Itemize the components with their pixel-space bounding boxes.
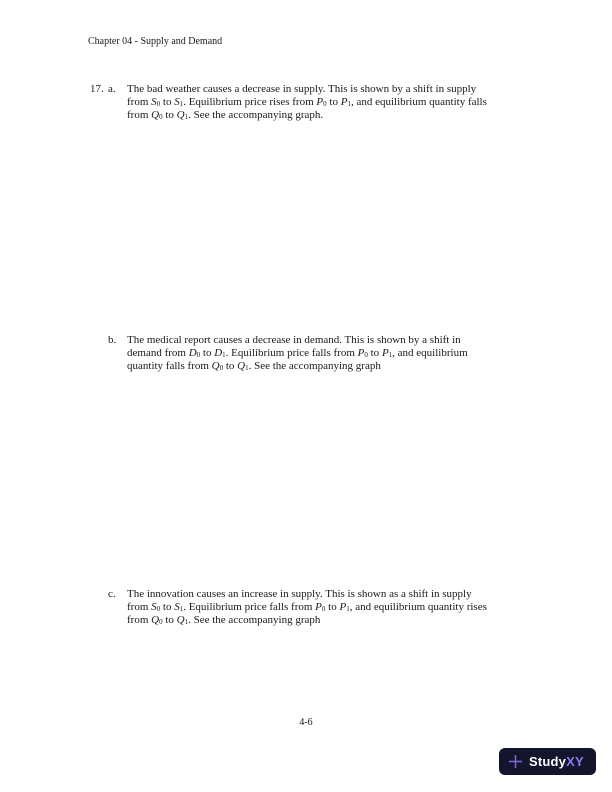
answer-item-17c (90, 588, 532, 628)
answer-text-17b (127, 334, 532, 374)
item-letter: c. (108, 588, 116, 600)
text-line: The medical report causes a decrease in demand. This is shown by a shift in (127, 334, 461, 346)
answer-item-17b (90, 334, 532, 374)
text-line: The bad weather causes a decrease in supply. This is shown by a shift in supply (127, 83, 477, 95)
item-number: 17. (90, 83, 104, 95)
brand-name-primary: Study (529, 754, 567, 769)
text-line: from Q0 to Q1. See the accompanying graph (127, 614, 321, 627)
plus-icon (508, 754, 523, 769)
studyxy-badge (499, 748, 596, 775)
text-line: from S0 to S1. Equilibrium price falls from P0 to P1, and equilibrium quantity rises (127, 601, 487, 614)
text-line: demand from D0 to D1. Equilibrium price falls from P0 to P1, and equilibrium (127, 347, 468, 360)
item-letter: a. (108, 83, 116, 95)
text-line: from S0 to S1. Equilibrium price rises from P0 to P1, and equilibrium quantity falls (127, 96, 487, 109)
answer-text-17c (127, 588, 532, 628)
item-letter: b. (108, 334, 117, 346)
answer-item-17a (90, 83, 532, 123)
text-line: The innovation causes an increase in supply. This is shown as a shift in supply (127, 588, 472, 600)
text-line: quantity falls from Q0 to Q1. See the accompanying graph (127, 360, 381, 373)
text-line: from Q0 to Q1. See the accompanying graph. (127, 109, 324, 122)
page-number: 4-6 (299, 717, 313, 728)
page-header: Chapter 04 - Supply and Demand (88, 36, 223, 47)
answer-text-17a (127, 83, 532, 123)
brand-name-accent: XY (566, 754, 584, 769)
